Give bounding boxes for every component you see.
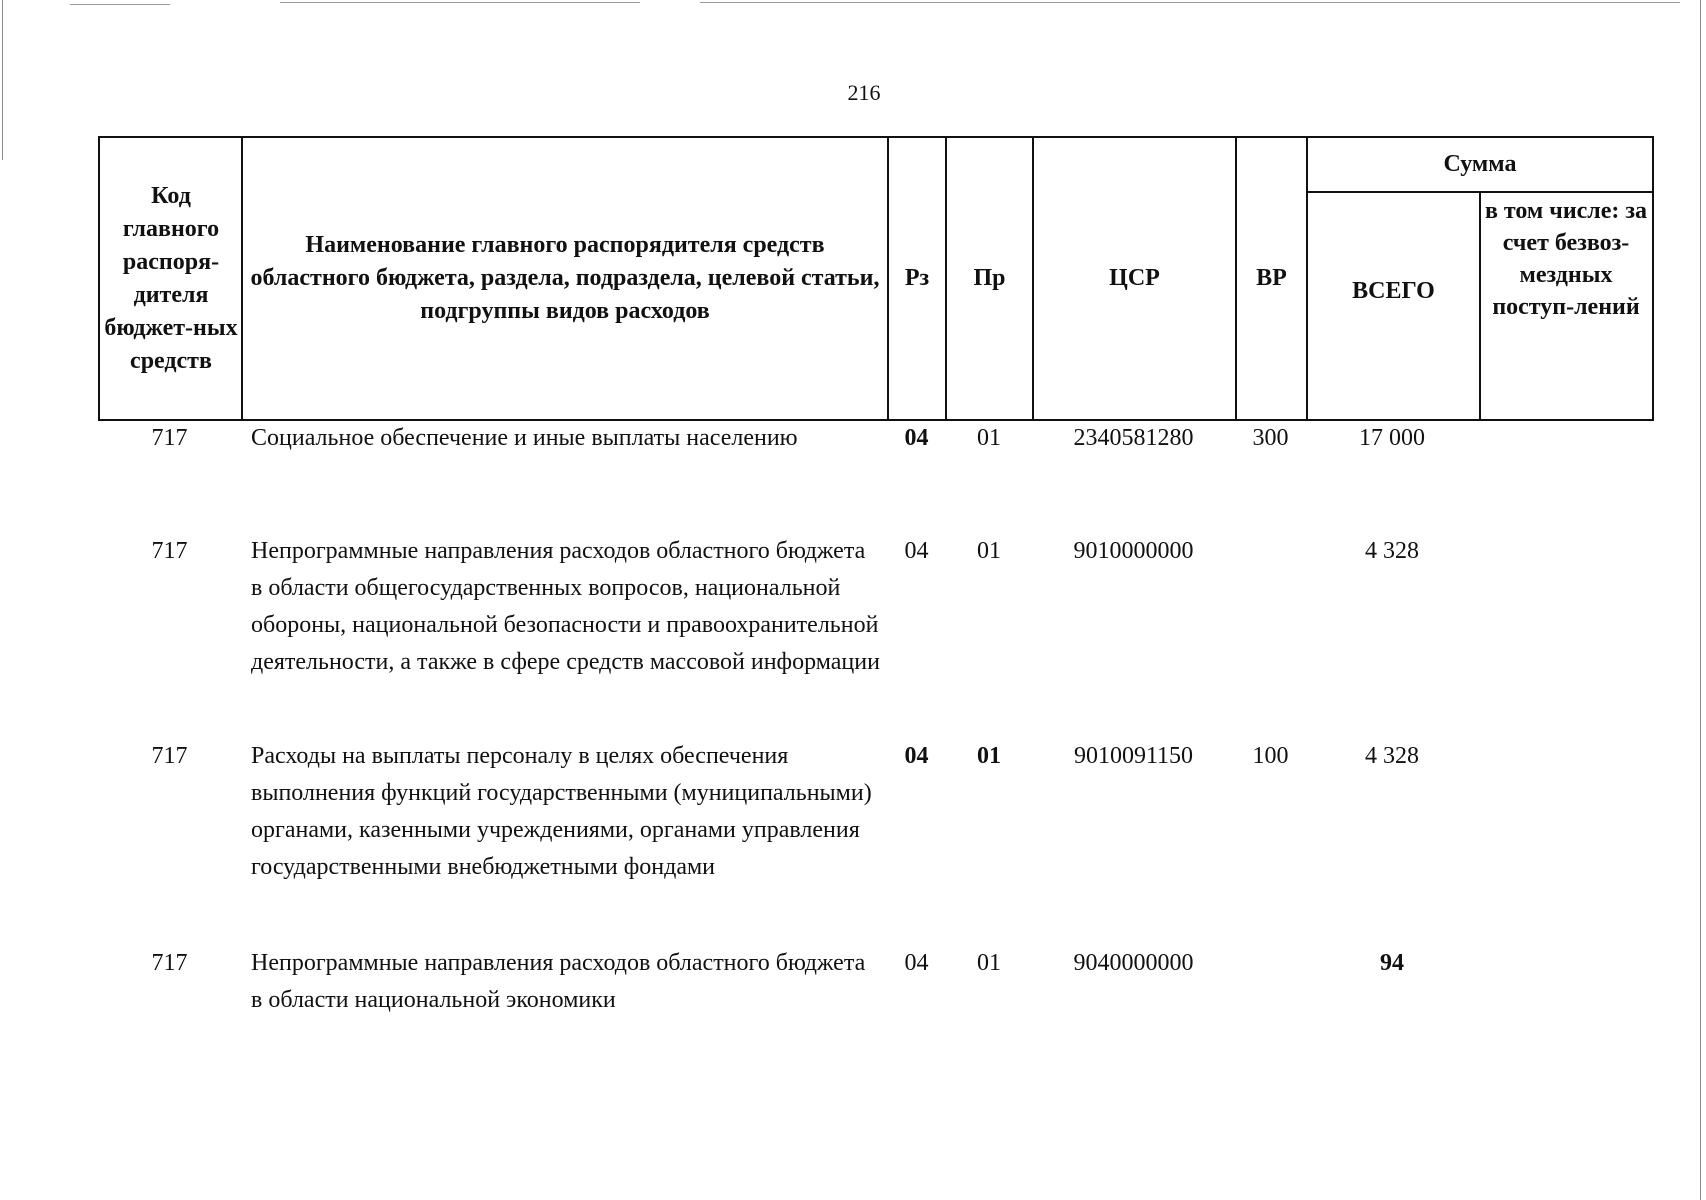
- row-rz: 04: [904, 743, 929, 769]
- row-code: 717: [151, 538, 188, 564]
- row-pr: 01: [977, 538, 1001, 564]
- row-csr: 9010000000: [1073, 538, 1194, 564]
- header-rz: Рз: [904, 265, 930, 291]
- scan-edge-line-top: [700, 2, 1680, 3]
- row-pr: 01: [977, 425, 1001, 451]
- row-total: 17 000: [1359, 425, 1425, 451]
- scan-edge-line-top: [70, 4, 170, 5]
- row-csr: 9040000000: [1073, 950, 1194, 976]
- header-csr: ЦСР: [1109, 265, 1160, 291]
- page-number: 216: [847, 80, 881, 105]
- header-divider: [241, 138, 243, 419]
- header-total: ВСЕГО: [1352, 278, 1435, 304]
- row-rz: 04: [904, 538, 929, 564]
- row-code: 717: [151, 743, 188, 769]
- header-free: в том числе: за счет безвоз-мездных поступ-лений: [1484, 198, 1648, 320]
- scan-edge-line-top: [280, 2, 640, 3]
- row-csr: 9010091150: [1073, 743, 1194, 769]
- row-vr: 100: [1252, 743, 1289, 769]
- header-code: Код главного распоря-дителя бюджет-ных средств: [104, 182, 238, 374]
- row-total: 4 328: [1365, 538, 1419, 564]
- row-total: 94: [1380, 950, 1404, 976]
- header-pr: Пр: [973, 265, 1006, 291]
- row-rz: 04: [904, 425, 929, 451]
- row-code: 717: [151, 425, 188, 451]
- header-divider: [1479, 192, 1481, 419]
- header-name: Наименование главного распорядителя средств областного бюджета, раздела, подраздела, целевой статьи, подгруппы видов расходов: [250, 232, 880, 324]
- row-name: Непрограммные направления расходов областного бюджета в области национальной экономики: [251, 950, 866, 1013]
- row-csr: 2340581280: [1073, 425, 1194, 451]
- row-vr: 300: [1252, 425, 1289, 451]
- row-total: 4 328: [1365, 743, 1419, 769]
- row-rz: 04: [904, 950, 929, 976]
- row-pr: 01: [977, 950, 1001, 976]
- row-pr: 01: [977, 743, 1001, 769]
- header-vr: ВР: [1256, 265, 1287, 291]
- row-name: Непрограммные направления расходов областного бюджета в области общегосударственных вопросов, национальной обороны, национальной безопасности и правоохранительной деятельности, а также в сфере средств массовой информации: [251, 538, 880, 675]
- header-sum: Сумма: [1443, 151, 1517, 177]
- row-code: 717: [151, 950, 188, 976]
- scan-edge-line-right: [1700, 0, 1701, 1200]
- table-header: [98, 136, 1654, 421]
- row-name: Социальное обеспечение и иные выплаты населению: [251, 425, 798, 451]
- row-name: Расходы на выплаты персоналу в целях обеспечения выполнения функций государственными (муниципальными) органами, казенными учреждениями, органами управления государственными внебюджетными фондами: [251, 743, 872, 880]
